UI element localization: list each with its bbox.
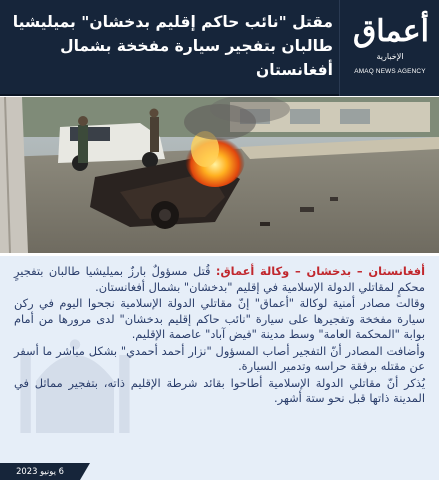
scene-illustration — [0, 97, 439, 253]
logo-english-text: AMAQ NEWS AGENCY — [354, 68, 426, 75]
date-badge: 6 يونيو 2023 — [0, 463, 80, 480]
explosion-photo — [0, 97, 439, 253]
logo-arabic-wordmark: أعماق — [353, 14, 429, 49]
article-paragraph-3: وأضافت المصادر أنّ التفجير أصاب المسؤول "نزار أحمد أحمدي" بشكل مباشر ما أسفر عن مقتله برفقة حراسه وتدمير السيارة. — [14, 343, 425, 373]
article-kicker: أفغانستان – بدخشان – وكالة أعماق: — [215, 264, 425, 278]
headline: مقتل "نائب حاكم إقليم بدخشان" بميليشيا طالبان بتفجير سيارة مفخخة بشمال أفغانستان — [12, 13, 333, 79]
article-body — [14, 264, 425, 408]
article-panel — [0, 256, 439, 480]
logo-arabic-subtitle: الإخبارية — [376, 52, 404, 61]
header-banner — [0, 0, 439, 96]
article-paragraph-2: وقالت مصادر أمنية لوكالة "أعماق" إنّ مقاتلي الدولة الإسلامية نجحوا اليوم في ركن سيارة مفخخة وتفجيرها على سيارة "نائب حاكم إقليم بدخشان" لدى مرورها من أمام بوابة "المحكمة العامة" وسط مدينة "فيض آباد" عاصمة الإقليم. — [14, 296, 425, 341]
amaq-logo — [339, 0, 439, 96]
article-lead-paragraph — [14, 264, 425, 295]
article-lead: قُتل مسؤولٌ بارزٌ بميليشيا طالبان بتفجيرٍ محكمٍ لمقاتلي الدولة الإسلامية في إقليم "بدخشان" بشمال أفغانستان. — [14, 264, 425, 294]
article-paragraph-4: يُذكر أنّ مقاتلي الدولة الإسلامية أطاحوا بقائد شرطة الإقليم ذاته، بتفجير مماثل في المدينة ذاتها قبل نحو ستة أشهر. — [14, 375, 425, 405]
